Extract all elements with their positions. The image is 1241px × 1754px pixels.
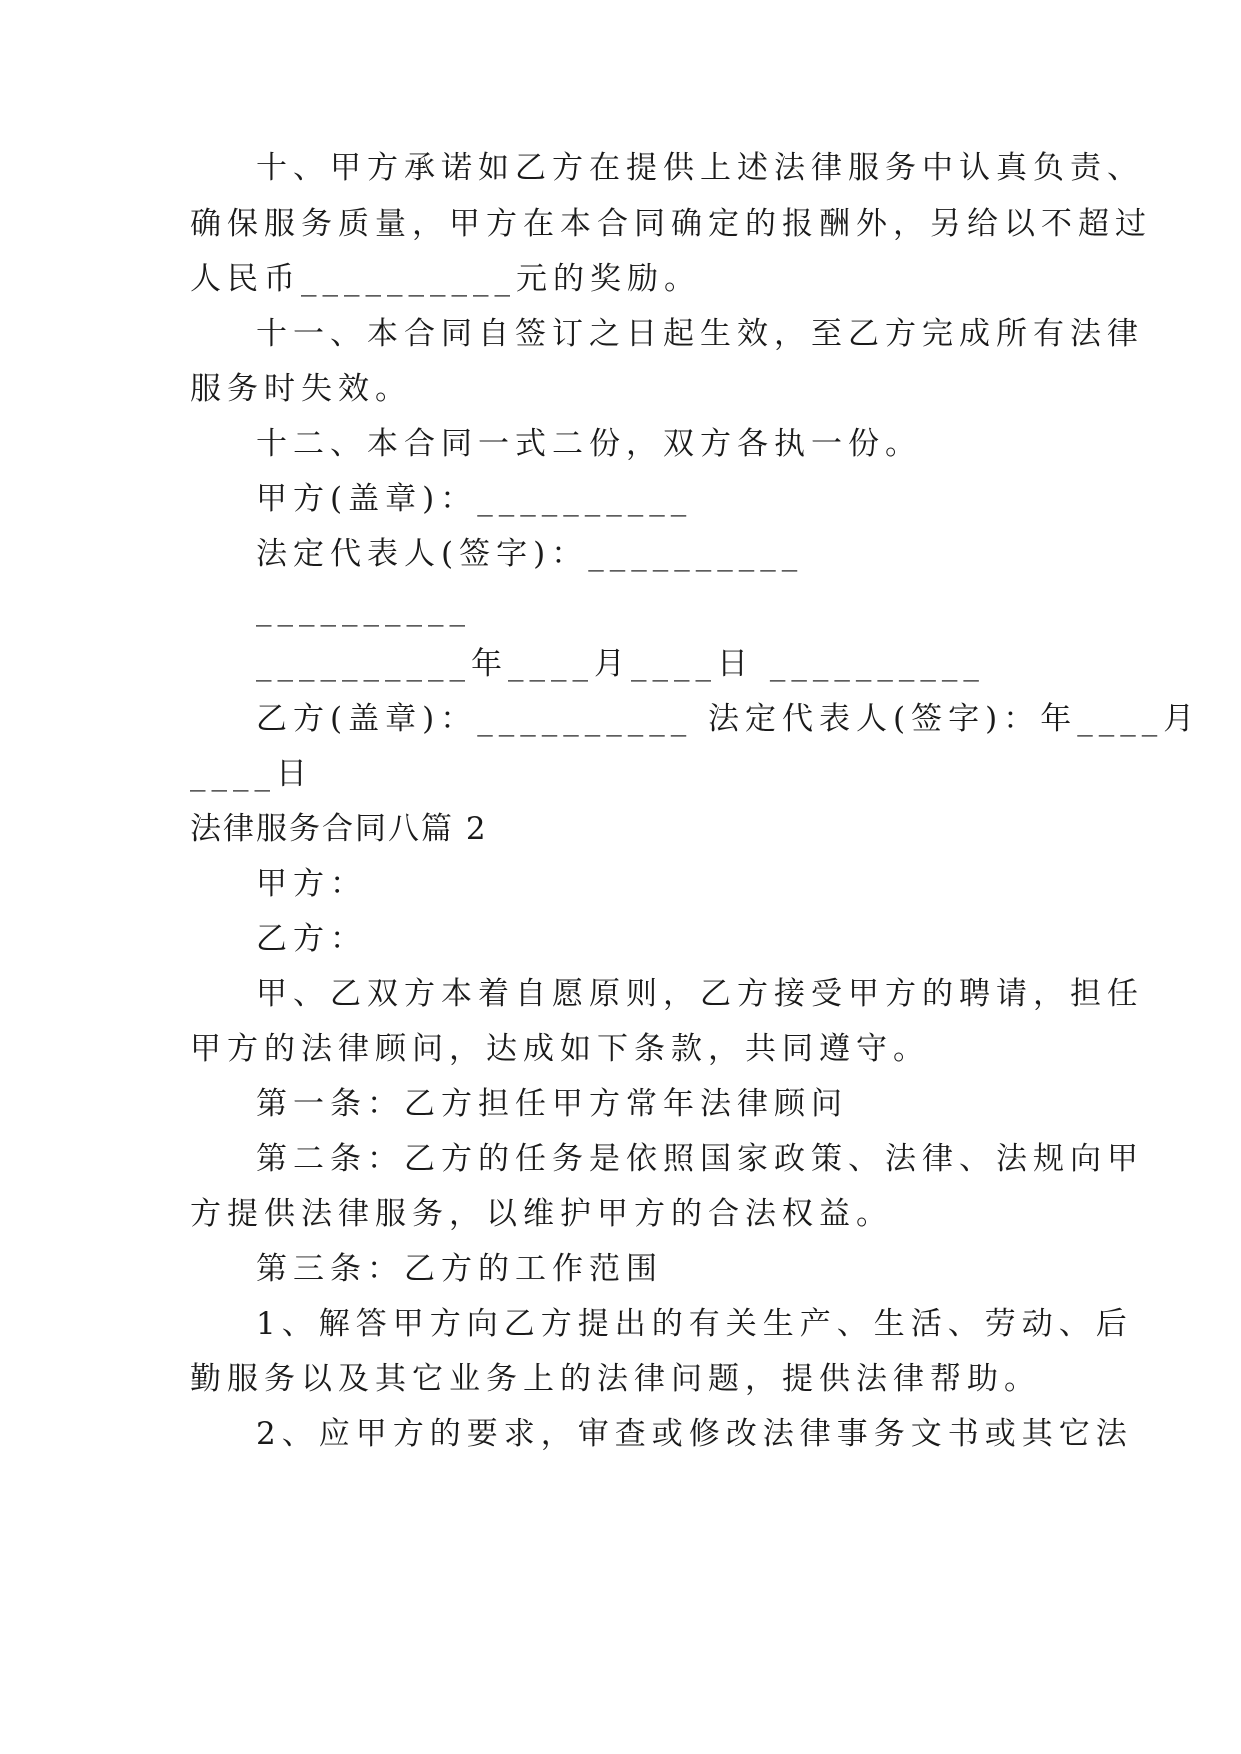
party-a-label: 甲方： xyxy=(256,866,367,902)
clause-10-line-1: 十、甲方承诺如乙方在提供上述法律服务中认真负责、 xyxy=(256,150,1144,186)
item-1-line-2: 勤服务以及其它业务上的法律问题，提供法律帮助。 xyxy=(190,1361,1041,1397)
blank-line: __________ xyxy=(256,591,471,627)
clause-12: 十二、本合同一式二份，双方各执一份。 xyxy=(256,426,922,462)
preamble-line-1: 甲、乙双方本着自愿原则，乙方接受甲方的聘请，担任 xyxy=(256,976,1144,1012)
clause-11-line-1: 十一、本合同自签订之日起生效，至乙方完成所有法律 xyxy=(256,316,1144,352)
legal-rep-signature: 法定代表人(签字)：__________ xyxy=(256,536,804,572)
party-b-label: 乙方： xyxy=(256,921,367,957)
party-b-seal-line-1: 乙方(盖章)：__________ 法定代表人(签字)：年____月 xyxy=(256,701,1201,737)
article-2-line-2: 方提供法律服务，以维护甲方的合法权益。 xyxy=(190,1196,893,1232)
item-2-line-1: 2、应甲方的要求，审查或修改法律事务文书或其它法 xyxy=(256,1416,1133,1452)
article-2-line-1: 第二条：乙方的任务是依照国家政策、法律、法规向甲 xyxy=(256,1141,1144,1177)
article-1: 第一条：乙方担任甲方常年法律顾问 xyxy=(256,1086,848,1122)
article-3: 第三条：乙方的工作范围 xyxy=(256,1251,663,1287)
section-title: 法律服务合同八篇 2 xyxy=(190,811,488,847)
clause-11-line-2: 服务时失效。 xyxy=(190,371,412,407)
clause-10-line-3: 人民币__________元的奖励。 xyxy=(190,261,701,297)
preamble-line-2: 甲方的法律顾问，达成如下条款，共同遵守。 xyxy=(190,1031,930,1067)
party-b-seal-line-2: ____日 xyxy=(190,756,313,792)
party-a-seal: 甲方(盖章)：__________ xyxy=(256,481,693,517)
clause-10-line-2: 确保服务质量，甲方在本合同确定的报酬外，另给以不超过 xyxy=(190,206,1152,242)
date-line: __________年____月____日 __________ xyxy=(256,646,985,682)
item-1-line-1: 1、解答甲方向乙方提出的有关生产、生活、劳动、后 xyxy=(256,1306,1133,1342)
